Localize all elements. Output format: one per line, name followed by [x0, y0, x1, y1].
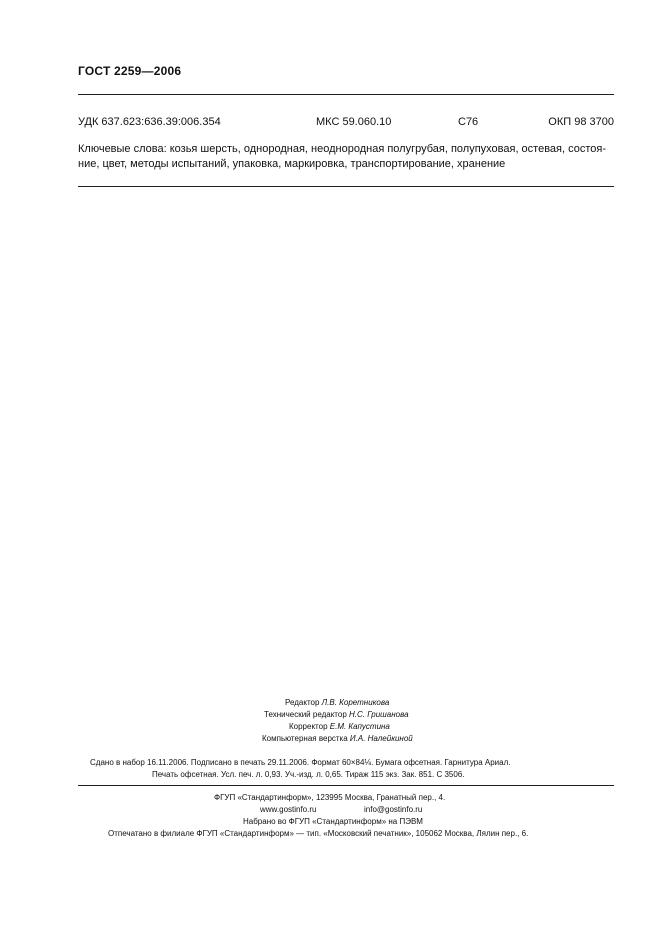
publisher-printed: Отпечатано в филиале ФГУП «Стандартинформ» — тип. «Московский печатник», 105062 Москва, Лялин пер., 6. — [108, 829, 529, 838]
top-divider — [78, 94, 614, 95]
keywords-block — [78, 142, 614, 172]
imprint-divider — [78, 785, 614, 786]
keywords-line-1: Ключевые слова: козья шерсть, однородная, неоднородная полугрубая, полупуховая, остевая, состоя- — [78, 143, 607, 155]
editor-role: Редактор — [285, 698, 320, 707]
imprint-line-1: Сдано в набор 16.11.2006. Подписано в печать 29.11.2006. Формат 60×84⅛. Бумага офсетная. Гарнитура Ариал. — [90, 758, 511, 767]
proofreader-role: Корректор — [289, 722, 328, 731]
imprint-line-2: Печать офсетная. Усл. печ. л. 0,93. Уч.-изд. л. 0,65. Тираж 115 экз. Зак. 851. С 3506. — [152, 770, 465, 779]
udk-code: УДК 637.623:636.39:006.354 — [78, 116, 221, 128]
document-number: ГОСТ 2259—2006 — [78, 64, 182, 78]
group-code: С76 — [458, 116, 479, 128]
mks-code: МКС 59.060.10 — [316, 116, 392, 128]
keywords-divider — [78, 186, 614, 187]
tech-editor-name: Н.С. Гришанова — [349, 710, 409, 719]
layout-role: Компьютерная верстка — [262, 734, 348, 743]
tech-editor-role: Технический редактор — [264, 710, 347, 719]
layout-name: И.А. Налейкиной — [349, 734, 413, 743]
publisher-email: info@gostinfo.ru — [364, 805, 423, 814]
publisher-address: ФГУП «Стандартинформ», 123995 Москва, Гранатный пер., 4. — [214, 793, 446, 802]
editor-name: Л.В. Коретникова — [321, 698, 390, 707]
proofreader-name: Е.М. Капустина — [329, 722, 390, 731]
publisher-website: www.gostinfo.ru — [260, 805, 317, 814]
layout-credit — [262, 732, 413, 745]
keywords-line-2: ние, цвет, методы испытаний, упаковка, маркировка, транспортирование, хранение — [78, 158, 506, 170]
publisher-typeset: Набрано во ФГУП «Стандартинформ» на ПЭВМ — [243, 817, 423, 826]
okp-code: ОКП 98 3700 — [548, 116, 614, 128]
